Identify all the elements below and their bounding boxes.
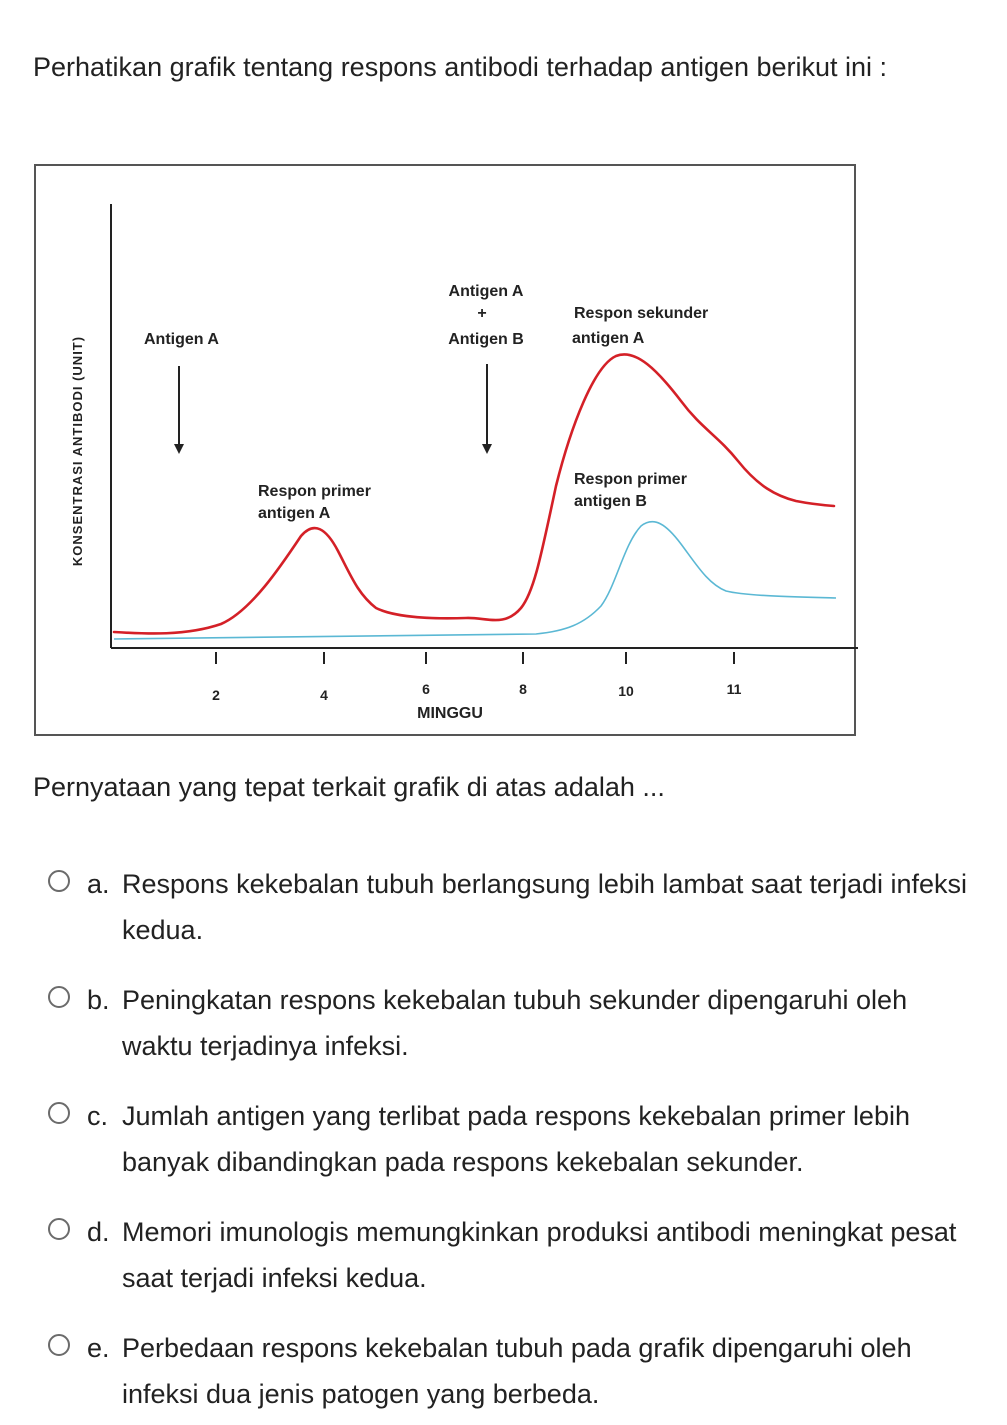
chart-svg xyxy=(36,166,858,738)
option-d[interactable] xyxy=(48,1204,978,1304)
radio-button-d[interactable] xyxy=(48,1218,70,1240)
arrow-head-antigen-a-first xyxy=(174,444,184,454)
annotations xyxy=(144,283,708,522)
annotation-primary-a-line2: antigen A xyxy=(258,505,331,522)
x-axis-label: MINGGU xyxy=(417,705,483,722)
x-tick-labels xyxy=(212,681,742,703)
annotation-secondary-a-line1: Respon sekunder xyxy=(574,305,709,322)
option-text: Jumlah antigen yang terlibat pada respons kekebalan primer lebih banyak dibandingkan pada respons kekebalan sekunder. xyxy=(122,1101,910,1177)
x-tick-label: 10 xyxy=(618,683,634,699)
option-a[interactable] xyxy=(48,856,978,956)
annotation-antigen-a-first: Antigen A xyxy=(144,331,219,348)
annotation-antigen-b: Antigen B xyxy=(448,331,524,348)
annotation-primary-b-line1: Respon primer xyxy=(574,471,687,488)
x-ticks xyxy=(216,652,734,664)
series-line-antigen-b xyxy=(114,522,836,639)
x-tick-label: 11 xyxy=(726,681,742,697)
radio-button-e[interactable] xyxy=(48,1334,70,1356)
option-text: Respons kekebalan tubuh berlangsung lebih lambat saat terjadi infeksi kedua. xyxy=(122,869,968,945)
option-text: Memori imunologis memungkinkan produksi antibodi meningkat pesat saat terjadi infeksi kedua. xyxy=(122,1217,957,1293)
annotation-plus: + xyxy=(477,305,487,322)
radio-button-a[interactable] xyxy=(48,870,70,892)
annotation-secondary-a-line2: antigen A xyxy=(572,330,645,347)
option-letter: b. xyxy=(87,985,110,1015)
radio-button-b[interactable] xyxy=(48,986,70,1008)
question-prompt: Pernyataan yang tepat terkait grafik di atas adalah ... xyxy=(33,772,665,802)
option-c[interactable] xyxy=(48,1088,978,1188)
option-text: Perbedaan respons kekebalan tubuh pada grafik dipengaruhi oleh infeksi dua jenis patogen yang berbeda. xyxy=(122,1333,912,1409)
x-tick-label: 2 xyxy=(212,687,220,703)
option-letter: c. xyxy=(87,1101,109,1131)
arrow-head-antigen-ab xyxy=(482,444,492,454)
option-text: Peningkatan respons kekebalan tubuh sekunder dipengaruhi oleh waktu terjadinya infeksi. xyxy=(122,985,908,1061)
option-letter: a. xyxy=(87,869,110,899)
x-tick-label: 8 xyxy=(519,681,527,697)
annotation-antigen-a-second: Antigen A xyxy=(448,283,524,300)
antibody-response-chart xyxy=(34,164,856,736)
y-axis-label: KONSENTRASI ANTIBODI (UNIT) xyxy=(70,335,85,567)
option-letter: d. xyxy=(87,1217,110,1247)
option-e[interactable] xyxy=(48,1320,978,1420)
radio-button-c[interactable] xyxy=(48,1102,70,1124)
annotation-primary-a-line1: Respon primer xyxy=(258,483,371,500)
x-tick-label: 4 xyxy=(320,687,328,703)
annotation-primary-b-line2: antigen B xyxy=(574,493,647,510)
option-letter: e. xyxy=(87,1333,110,1363)
question-text: Perhatikan grafik tentang respons antibodi terhadap antigen berikut ini : xyxy=(33,52,888,82)
option-b[interactable] xyxy=(48,972,978,1072)
x-tick-label: 6 xyxy=(422,681,430,697)
